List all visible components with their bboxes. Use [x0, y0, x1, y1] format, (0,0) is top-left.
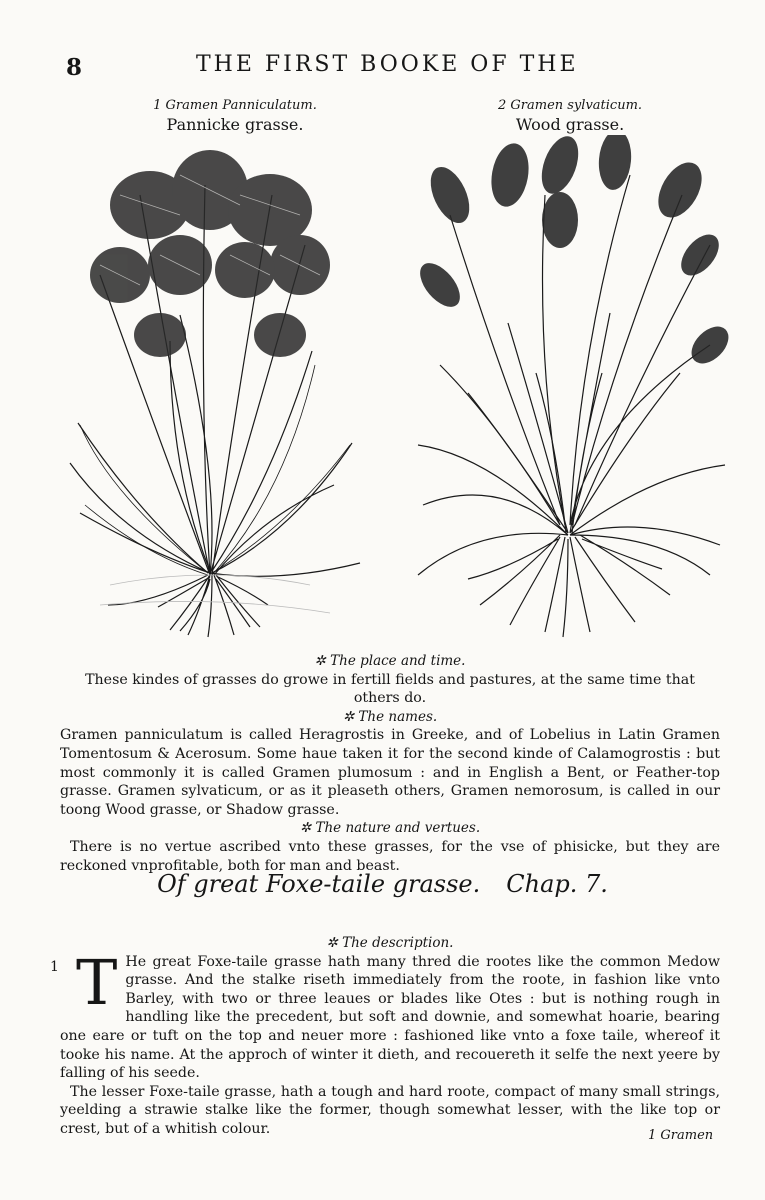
- figure-1-english-name: Pannicke grasse.: [166, 115, 304, 134]
- figure-1-number: 1: [153, 98, 162, 113]
- chapter-title: [0, 870, 765, 898]
- figure-1-latin-name: Gramen Panniculatum.: [165, 98, 317, 113]
- description-text-1: He great Foxe-taile grasse hath many thred die rootes like the common Medow grasse. And the stalke riseth immediately from the roote, in fashion like vnto Barley, with two or three leaues or blades like Otes : but is nothing rough in handling like the precedent, but soft and downie, and somewhat hoarie, bearing one eare or tuft on the top and neuer more : fashioned like vnto a foxe taile, whereof it tooke his name. At the approch of winter it dieth, and recouereth it selfe the next yeere by falling of his seede.: [60, 953, 720, 1082]
- catchword: 1 Gramen: [648, 1128, 714, 1143]
- nature-text: There is no vertue ascribed vnto these grasses, for the vse of phisicke, but they are reckoned vnprofitable, both for man and beast.: [60, 838, 720, 874]
- description-marker: 1: [50, 959, 59, 975]
- names-text: Gramen panniculatum is called Heragrostis in Greeke, and of Lobelius in Latin Gramen Tomentosum & Acerosum. Some haue taken it for the second kinde of Calamogrostis : but most commonly it is called Gramen plumosum : and in English a Bent, or Feather-top grasse. Gramen sylvaticum, or as it pleaseth others, Gramen nemorosum, is called in our toong Wood grasse, or Shadow grasse.: [60, 727, 720, 818]
- place-and-time-text: These kindes of grasses do growe in fertill fields and pastures, at the same time that others do.: [85, 671, 695, 707]
- page-number: 8: [66, 54, 83, 81]
- description-heading: ✲ The description.: [326, 935, 454, 951]
- description-para-1: [60, 945, 720, 1083]
- running-title: THE FIRST BOOKE OF THE: [196, 52, 579, 77]
- figure-1-caption: [120, 96, 350, 134]
- drop-cap-letter: T: [76, 945, 118, 1019]
- figure-2-caption: [470, 96, 670, 134]
- names-heading: ✲ The names.: [342, 708, 438, 725]
- wood-grass-illustration: [410, 135, 730, 640]
- page-header: [0, 52, 765, 82]
- figure-2-number: 2: [497, 98, 507, 113]
- pannicke-grass-illustration: [60, 135, 370, 640]
- figure-2-english-name: Wood grasse.: [515, 115, 625, 134]
- place-and-time-section: [60, 652, 720, 875]
- description-text-2: The lesser Foxe-taile grasse, hath a tough and hard roote, compact of many small strings, yeelding a strawie stalke like the former, though somewhat lesser, with the like top or crest, but of a whitish colour.: [60, 1083, 720, 1137]
- nature-heading: ✲ The nature and vertues.: [299, 820, 481, 837]
- chapter-number: Chap. 7.: [506, 870, 608, 898]
- chapter-title-text: Of great Foxe-taile grasse.: [157, 870, 481, 898]
- figure-2-latin-name: Gramen sylvaticum.: [510, 98, 643, 113]
- description-section: [50, 934, 720, 1139]
- place-and-time-heading: ✲ The place and time.: [314, 653, 466, 669]
